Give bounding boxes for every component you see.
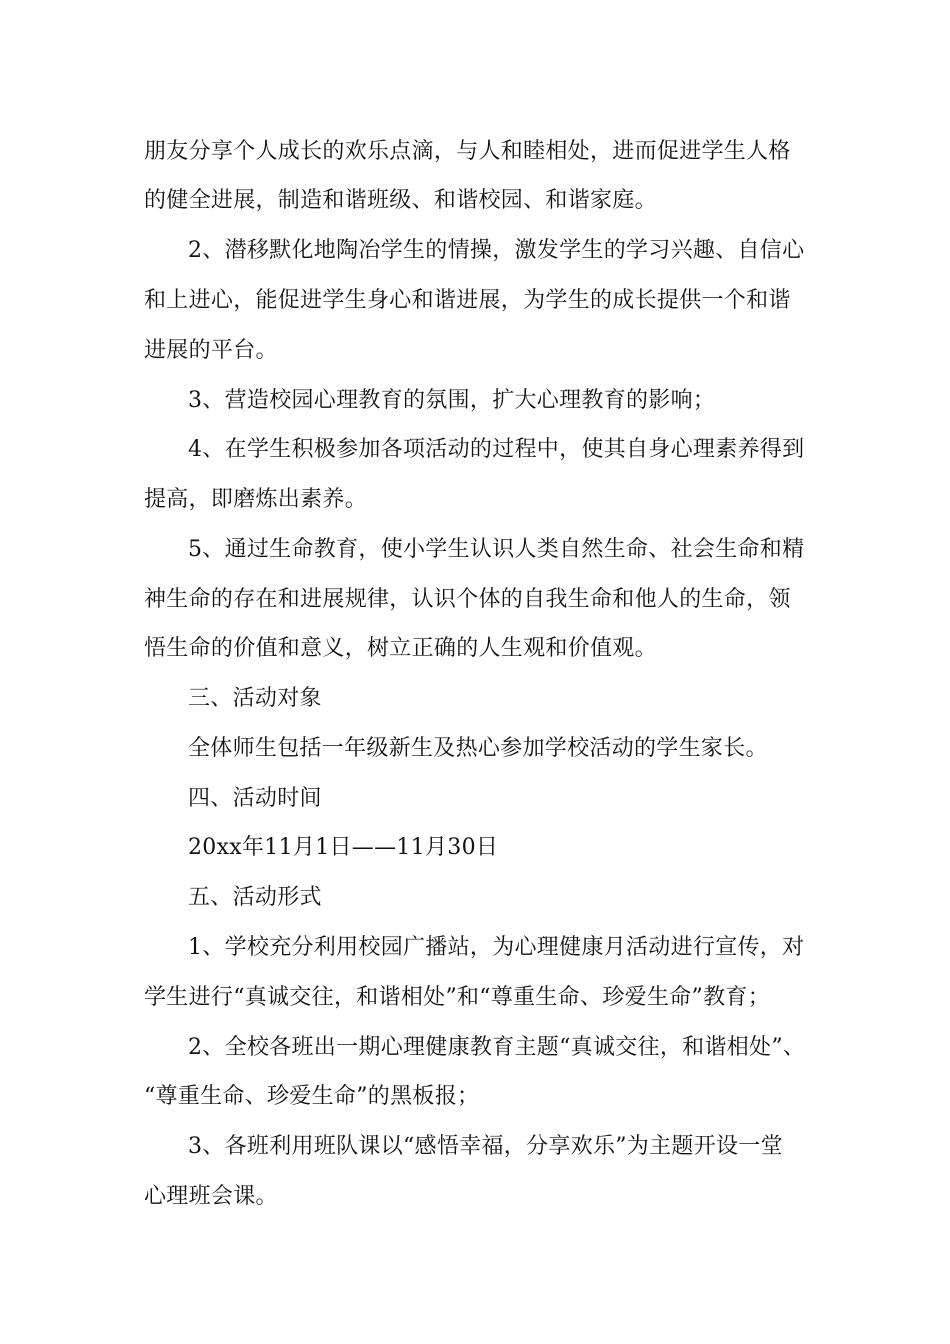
text-line-1: 朋友分享个人成长的欢乐点滴，与人和睦相处，进而促进学生人格	[144, 139, 791, 164]
text-line-6: 3、营造校园心理教育的氛围，扩大心理教育的影响；	[188, 388, 716, 413]
section-heading-activity-target: 三、活动对象	[188, 686, 322, 711]
activity-date-range: 20xx年11月1日——11月30日	[188, 835, 499, 860]
text-line-22: 心理班会课。	[144, 1184, 278, 1209]
text-line-20: “尊重生命、珍爱生命”的黑板报；	[144, 1084, 480, 1109]
section-heading-activity-time: 四、活动时间	[188, 786, 322, 811]
text-line-7: 4、在学生积极参加各项活动的过程中，使其自身心理素养得到	[188, 437, 805, 462]
section-heading-activity-form: 五、活动形式	[188, 885, 322, 910]
text-line-18: 学生进行“真诚交往，和谐相处”和“尊重生命、珍爱生命”教育；	[144, 985, 770, 1010]
text-line-8: 提高，即磨炼出素养。	[144, 487, 368, 512]
text-line-21: 3、各班利用班队课以“感悟幸福，分享欢乐”为主题开设一堂	[188, 1134, 783, 1159]
text-line-2: 的健全进展，制造和谐班级、和谐校园、和谐家庭。	[144, 188, 657, 213]
text-line-3: 2、潜移默化地陶冶学生的情操，激发学生的学习兴趣、自信心	[188, 238, 805, 263]
text-line-4: 和上进心，能促进学生身心和谐进展，为学生的成长提供一个和谐	[144, 288, 791, 313]
text-line-9: 5、通过生命教育，使小学生认识人类自然生命、社会生命和精	[188, 537, 805, 562]
text-line-17: 1、学校充分利用校园广播站，为心理健康月活动进行宣传，对	[188, 935, 805, 960]
text-line-13: 全体师生包括一年级新生及热心参加学校活动的学生家长。	[188, 736, 768, 761]
text-line-10: 神生命的存在和进展规律，认识个体的自我生命和他人的生命，领	[144, 587, 791, 612]
text-line-5: 进展的平台。	[144, 338, 278, 363]
text-line-19: 2、全校各班出一期心理健康教育主题“真诚交往，和谐相处”、	[188, 1035, 806, 1060]
text-line-11: 悟生命的价值和意义，树立正确的人生观和价值观。	[144, 636, 657, 661]
